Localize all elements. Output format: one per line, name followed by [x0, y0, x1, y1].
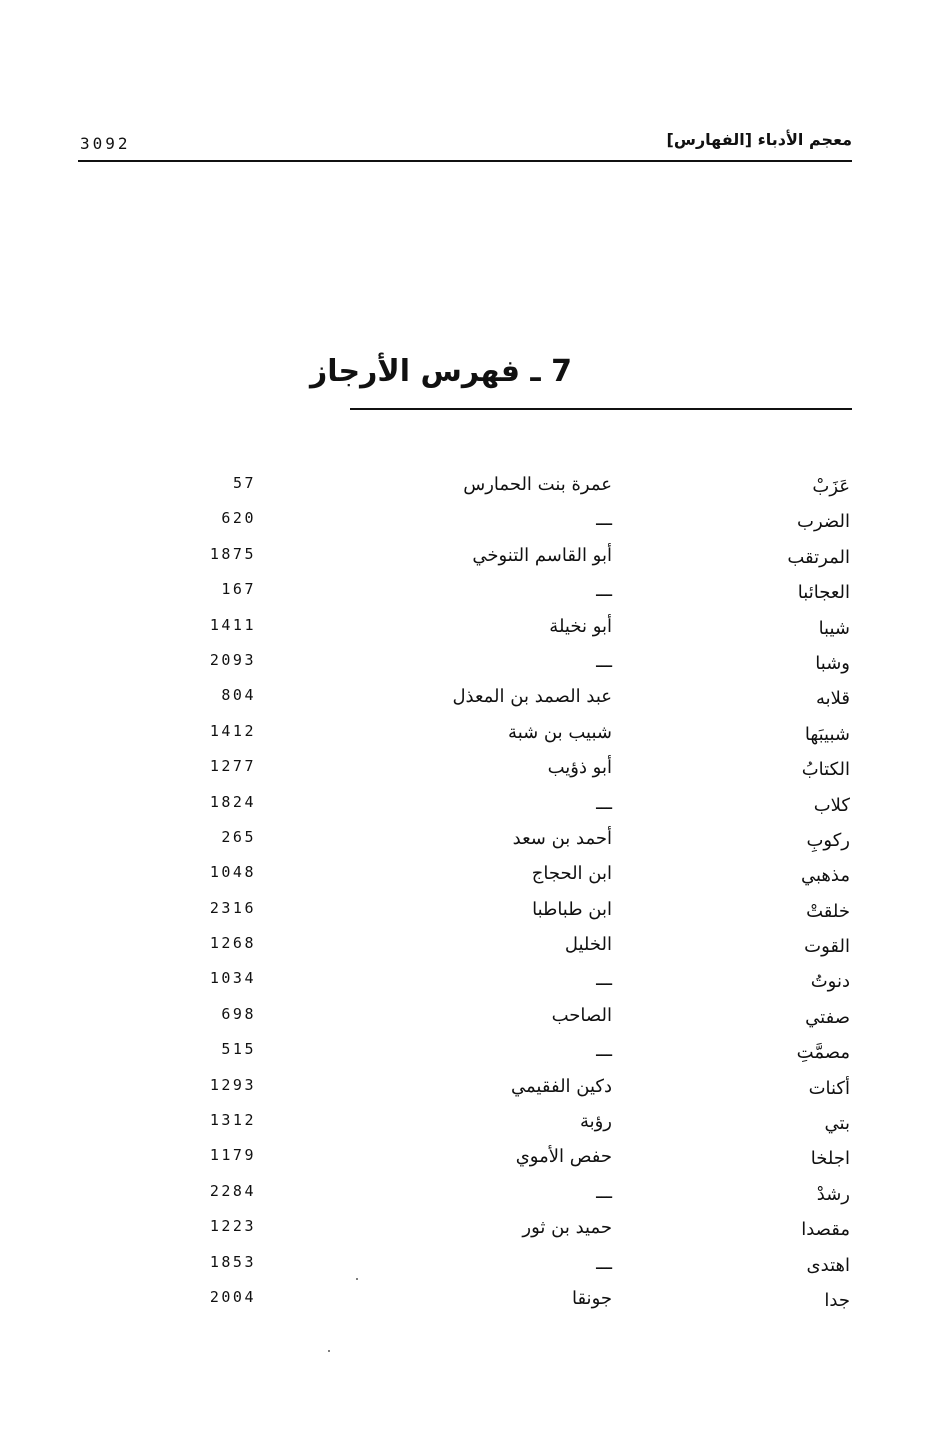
index-entry [0, 1070, 932, 1105]
entry-rhyme-word: رشدْ [816, 1183, 850, 1205]
entry-rhyme-word: الضرب [797, 511, 850, 533]
entry-page-number: 698 [221, 1004, 256, 1023]
entry-rhyme-word: شبيبَها [804, 723, 850, 745]
entry-poet: أبو ذؤيب [547, 757, 612, 779]
entry-poet: أحمد بن سعد [512, 827, 612, 849]
entry-rhyme-word: العجائبا [797, 582, 850, 604]
index-entry [0, 645, 932, 680]
entry-page-number: 515 [221, 1040, 256, 1059]
index-entry [0, 716, 932, 751]
entry-poet: ابن طباطبا [532, 898, 612, 920]
entry-poet: الصاحب [551, 1004, 612, 1026]
entry-rhyme-word: القوت [804, 936, 850, 958]
entry-rhyme-word: كلاب [813, 794, 850, 816]
entry-rhyme-word: الكتابُ [801, 759, 850, 781]
entry-poet: شبيب بن شبة [508, 721, 612, 743]
entry-poet: الخليل [564, 934, 612, 956]
entry-page-number: 167 [221, 580, 256, 599]
entry-poet: ـــ [596, 580, 612, 602]
entry-rhyme-word: وشبا [815, 652, 850, 674]
index-entry [0, 857, 932, 892]
entry-poet: عمرة بنت الحمارس [463, 474, 612, 495]
entry-page-number: 1277 [209, 757, 256, 776]
entry-page-number: 1179 [209, 1146, 256, 1165]
entry-page-number: 1048 [209, 863, 256, 882]
entry-rhyme-word: مقصدا [801, 1219, 850, 1241]
entry-poet: ـــ [596, 1040, 612, 1062]
index-entry [0, 574, 932, 609]
entry-page-number: 57 [232, 474, 256, 492]
entry-rhyme-word: جدا [824, 1289, 850, 1311]
entry-poet: ـــ [596, 1181, 612, 1203]
index-entry [0, 822, 932, 857]
index-entry [0, 1247, 932, 1282]
entry-rhyme-word: ركوبِ [806, 829, 850, 851]
entry-rhyme-word: بتي [824, 1113, 850, 1135]
entry-rhyme-word: شيبا [818, 617, 850, 639]
index-entry [0, 468, 932, 503]
index-entry [0, 1282, 932, 1317]
section-title: 7 ـ فهرس الأرجاز [309, 354, 572, 389]
entry-page-number: 1875 [209, 544, 256, 563]
entry-page-number: 1293 [209, 1075, 256, 1094]
entry-page-number: 2004 [209, 1287, 256, 1306]
entry-poet: أبو القاسم التنوخي [472, 544, 612, 566]
entry-page-number: 1412 [209, 721, 256, 740]
entry-rhyme-word: مصمَّتِ [796, 1042, 850, 1064]
entry-rhyme-word: عَزَبْ [812, 476, 850, 497]
entry-page-number: 265 [221, 827, 256, 846]
entry-poet: ـــ [596, 509, 612, 531]
entry-rhyme-word: اجلخا [810, 1148, 850, 1170]
scan-speck [328, 1350, 330, 1352]
entry-page-number: 1411 [209, 615, 256, 634]
entry-rhyme-word: قلابه [815, 688, 850, 710]
index-entry [0, 1176, 932, 1211]
index-entry [0, 680, 932, 715]
page-number: 3092 [80, 134, 131, 153]
entry-rhyme-word: أكنات [808, 1077, 850, 1099]
entry-poet: حميد بن ثور [522, 1217, 612, 1239]
page-header [78, 126, 852, 162]
index-entry [0, 1140, 932, 1175]
rajaz-index-list [0, 468, 932, 1317]
entry-page-number: 2093 [209, 650, 256, 669]
entry-rhyme-word: دنوتُ [810, 971, 850, 993]
entry-page-number: 804 [221, 686, 256, 705]
entry-poet: حفص الأموي [515, 1146, 612, 1168]
entry-poet: عبد الصمد بن المعذل [452, 686, 612, 708]
entry-page-number: 1223 [209, 1217, 256, 1236]
index-entry [0, 893, 932, 928]
entry-rhyme-word: صفتي [805, 1006, 850, 1028]
entry-page-number: 1268 [209, 934, 256, 953]
entry-page-number: 1853 [209, 1252, 256, 1271]
entry-page-number: 1034 [209, 969, 256, 988]
entry-poet: جونقا [571, 1287, 612, 1309]
index-entry [0, 1105, 932, 1140]
entry-poet: ـــ [596, 969, 612, 991]
section-title-block [309, 350, 852, 410]
entry-poet: ـــ [596, 1252, 612, 1274]
entry-rhyme-word: المرتقب [787, 546, 850, 568]
index-entry [0, 787, 932, 822]
entry-page-number: 1824 [209, 792, 256, 811]
entry-poet: أبو نخيلة [549, 615, 612, 637]
entry-poet: رؤبة [579, 1111, 612, 1133]
entry-page-number: 620 [221, 509, 256, 528]
index-entry [0, 610, 932, 645]
index-entry [0, 1034, 932, 1069]
index-entry [0, 999, 932, 1034]
entry-poet: دكين الفقيمي [511, 1075, 612, 1097]
entry-page-number: 2316 [209, 898, 256, 917]
entry-rhyme-word: اهتدى [806, 1254, 850, 1276]
index-entry [0, 539, 932, 574]
scan-speck [356, 1278, 358, 1280]
index-entry [0, 1211, 932, 1246]
entry-page-number: 2284 [209, 1181, 256, 1200]
running-title: معجم الأدباء [الفهارس] [666, 130, 852, 149]
entry-rhyme-word: خلقتْ [806, 900, 850, 922]
entry-page-number: 1312 [209, 1111, 256, 1130]
index-entry [0, 503, 932, 538]
entry-poet: ـــ [596, 792, 612, 814]
index-entry [0, 963, 932, 998]
index-entry [0, 928, 932, 963]
index-entry [0, 751, 932, 786]
entry-rhyme-word: مذهبي [800, 865, 850, 887]
entry-poet: ـــ [596, 650, 612, 672]
entry-poet: ابن الحجاج [531, 863, 612, 885]
